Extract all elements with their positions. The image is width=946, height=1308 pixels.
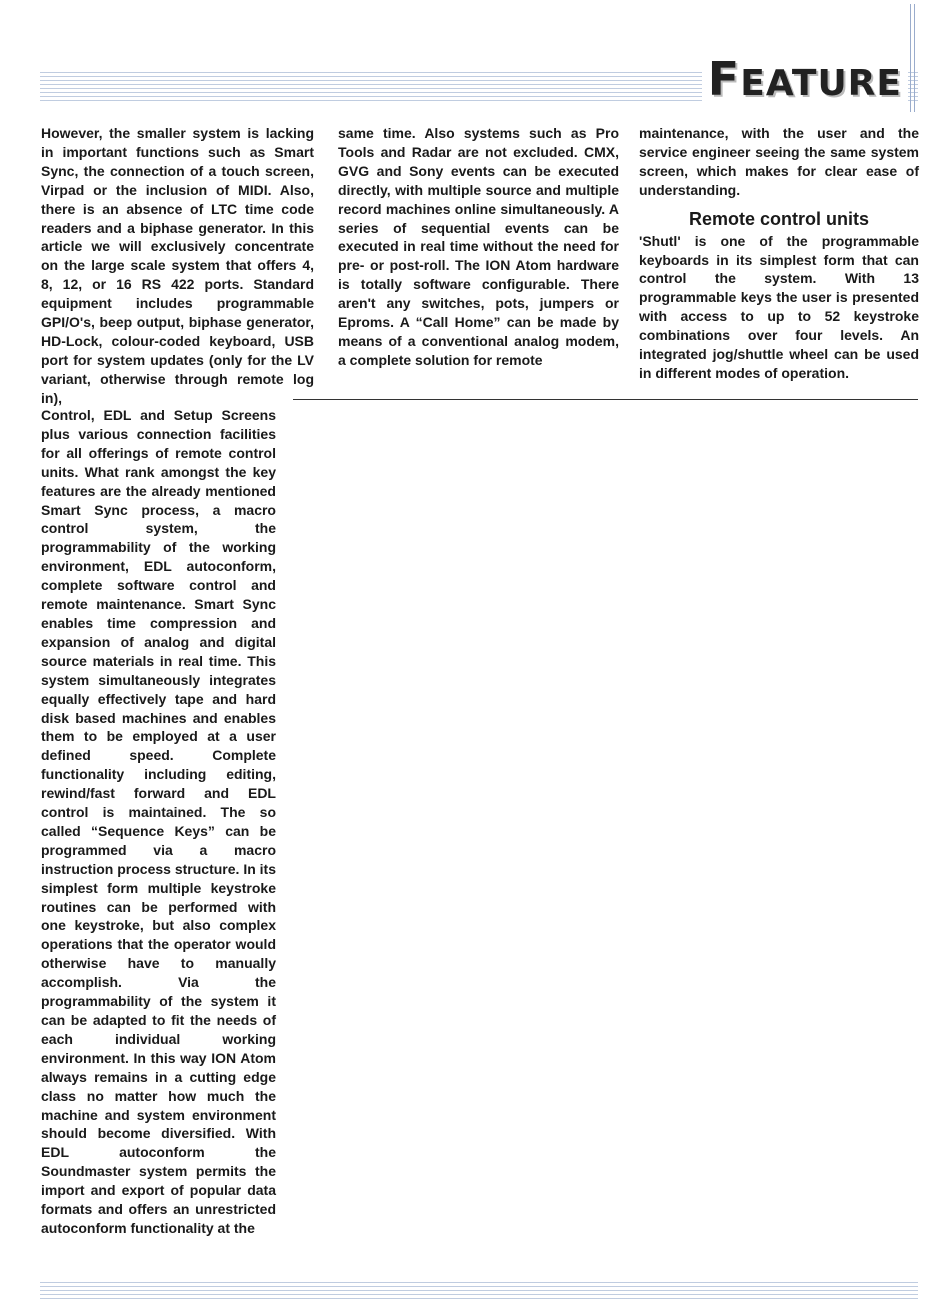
column-1-bottom <box>41 406 276 1238</box>
column-1-top <box>41 124 314 408</box>
body-paragraph: same time. Also systems such as Pro Tools and Radar are not excluded. CMX, GVG and Sony events can be executed directly, with multiple source and multiple record machines online simultaneously. A series of sequential events can be executed in real time without the need for pre- or post-roll. The ION Atom hardware is totally software configurable. There aren't any switches, pots, jumpers or Eproms. A “Call Home” can be made by means of a conventional analog modem, a complete solution for remote <box>338 125 619 368</box>
column-2 <box>338 124 619 370</box>
subheading: Remote control units <box>688 208 869 229</box>
body-paragraph: However, the smaller system is lacking in important functions such as Smart Sync, the connection of a touch screen, Virpad or the inclusion of MIDI. Also, there is an absence of LTC time code readers and a biphase generator. In this article we will exclusively concentrate on the large scale system that offers 4, 8, 12, or 16 RS 422 ports. Standard equipment includes programmable GPI/O's, beep output, biphase generator, HD-Lock, colour-coded keyboard, USB port for system updates (only for the LV variant, otherwise through remote log in), <box>41 125 314 406</box>
column-3 <box>639 124 919 383</box>
section-title <box>702 52 908 106</box>
body-paragraph: Control, EDL and Setup Screens plus various connection facilities for all offerings of remote control units. What rank amongst the key features are the already mentioned Smart Sync process, a macro control system, the programmability of the working environment, EDL autoconform, complete software control and remote maintenance. Smart Sync enables time compression and expansion of analog and digital source materials in real time. This system simultaneously integrates equally effectively tape and hard disk based machines and enables them to be employed at a user defined speed. Complete functionality including editing, rewind/fast forward and EDL control is maintained. The so called “Sequence Keys” can be programmed via a macro instruction process structure. In its simplest form multiple keystroke routines can be performed with one keystroke, but also complex operations that the operator would otherwise have to manually accomplish. Via the programmability of the system it can be adapted to fit the needs of each individual working environment. In this way ION Atom always remains in a cutting edge class no matter how much the machine and system environment should become diversified. With EDL autoconform the Soundmaster system permits the import and export of popular data formats and offers an unrestricted autoconform functionality at the <box>41 407 276 1236</box>
header-vertical-rule <box>910 4 911 112</box>
horizontal-divider <box>293 399 918 400</box>
footer-stripes <box>40 1282 918 1302</box>
body-paragraph: maintenance, with the user and the service engineer seeing the same system screen, which makes for clear ease of understanding. <box>639 125 919 198</box>
body-paragraph: 'Shutl' is one of the programmable keyboards in its simplest form that can control the system. With 13 programmable keys the user is presented with access to up to 52 keystroke combinations over four levels. An integrated jog/shuttle wheel can be used in different modes of operation. <box>639 232 919 381</box>
header-vertical-rule-2 <box>914 4 915 112</box>
section-title-cap: F <box>707 52 741 106</box>
section-title-rest: EATURE <box>740 63 902 104</box>
